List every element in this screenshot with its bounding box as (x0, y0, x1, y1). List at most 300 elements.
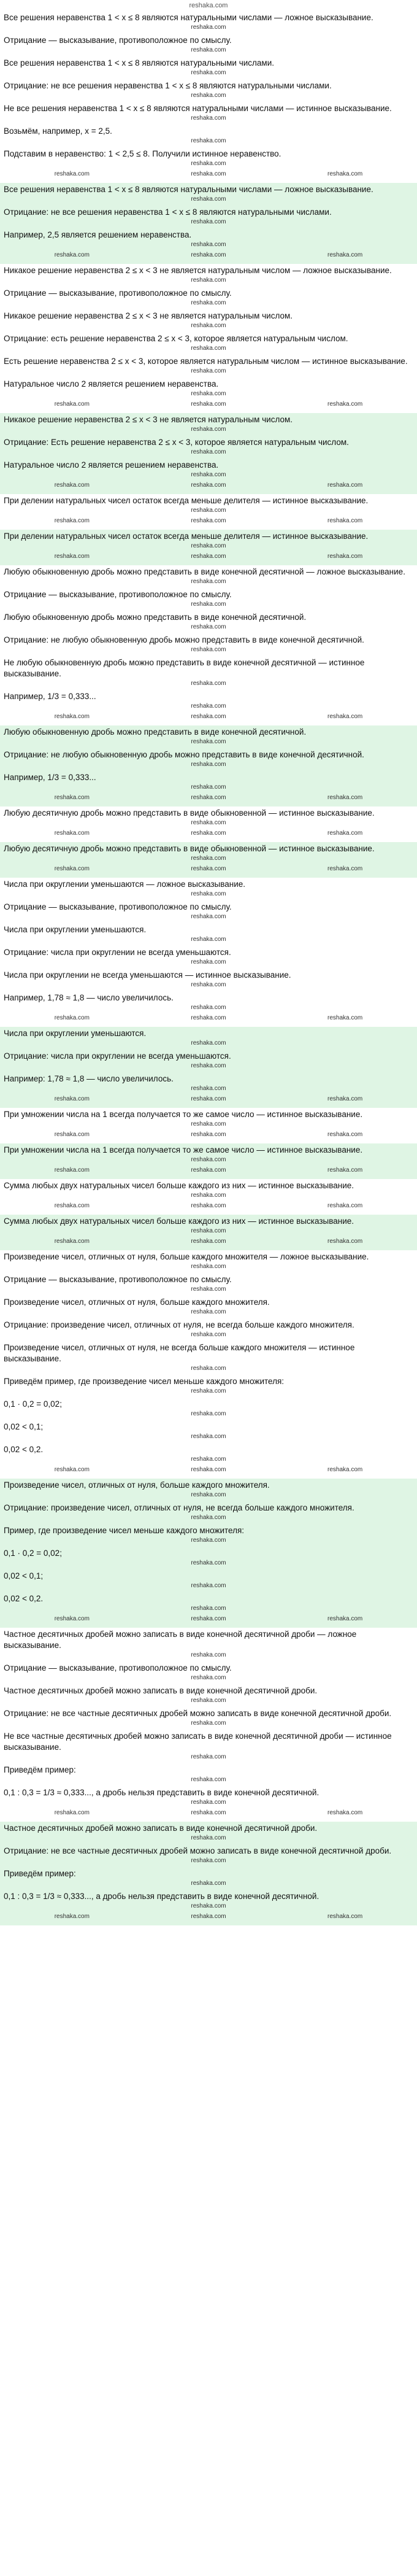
watermark-text: reshaka.com (191, 1652, 226, 1658)
watermark-text: reshaka.com (327, 865, 363, 872)
watermark-text: reshaka.com (191, 713, 226, 720)
watermark-row (4, 794, 413, 802)
text-line (4, 1846, 413, 1865)
text-line (4, 635, 413, 654)
watermark-text: reshaka.com (191, 1857, 226, 1864)
watermark-row (4, 517, 413, 525)
watermark-row (4, 1095, 413, 1103)
watermark-text: reshaka.com (191, 1537, 226, 1544)
watermark-text: reshaka.com (54, 1167, 90, 1174)
watermark-text: reshaka.com (191, 601, 226, 608)
answer-block (0, 725, 417, 806)
text-line (4, 1525, 413, 1544)
watermark-text: reshaka.com (191, 1365, 226, 1372)
line-text: Не все частные десятичных дробей можно записать в виде конечной десятичной дроби — истинное высказывание. (4, 1731, 392, 1752)
line-text: Натуральное число 2 является решением неравенства. (4, 460, 219, 470)
text-line (4, 1708, 413, 1727)
line-text: Все решения неравенства 1 < x ≤ 8 являются натуральными числами. (4, 58, 274, 68)
text-line (4, 567, 413, 586)
text-line (4, 879, 413, 898)
watermark-row (4, 865, 413, 873)
watermark-text: reshaka.com (191, 322, 226, 329)
text-line (4, 531, 413, 550)
text-line (4, 1480, 413, 1499)
watermark-text: reshaka.com (191, 390, 226, 397)
line-text: Отрицание: есть решение неравенства 2 ≤ x < 3, которое является натуральным числом. (4, 334, 348, 343)
text-line (4, 691, 413, 710)
text-line (4, 207, 413, 226)
watermark-text: reshaka.com (191, 680, 226, 687)
watermark-text: reshaka.com (327, 401, 363, 408)
line-text: Частное десятичных дробей можно записать в виде конечной десятичной дроби. (4, 1686, 318, 1695)
answer-block (0, 1822, 417, 1925)
explanation-block (0, 11, 417, 183)
text-line (4, 1765, 413, 1784)
text-line (4, 1251, 413, 1271)
explanation-block (0, 806, 417, 842)
text-line (4, 1593, 413, 1612)
watermark-text: reshaka.com (191, 471, 226, 478)
text-line (4, 1731, 413, 1761)
answer-block (0, 1215, 417, 1250)
text-line (4, 356, 413, 375)
line-text: Произведение чисел, отличных от нуля, больше каждого множителя. (4, 1298, 270, 1307)
line-text: Не все решения неравенства 1 < x ≤ 8 являются натуральными числами — истинное высказывание. (4, 104, 392, 113)
watermark-text: reshaka.com (191, 1131, 226, 1138)
watermark-text: reshaka.com (327, 1913, 363, 1920)
text-line (4, 126, 413, 145)
watermark-text: reshaka.com (191, 1560, 226, 1566)
line-text: Отрицание: числа при округлении не всегда уменьшаются. (4, 948, 231, 957)
watermark-text: reshaka.com (191, 1835, 226, 1841)
watermark-row (4, 400, 413, 408)
line-text: Любую десятичную дробь можно представить в виде обыкновенной — истинное высказывание. (4, 844, 375, 853)
watermark-text: reshaka.com (191, 738, 226, 745)
watermark-text: reshaka.com (327, 1202, 363, 1209)
watermark-text: reshaka.com (191, 1433, 226, 1440)
watermark-text: reshaka.com (191, 1913, 226, 1920)
watermark-text: reshaka.com (54, 1809, 90, 1816)
watermark-text: reshaka.com (54, 252, 90, 258)
line-text: 0,02 < 0,1; (4, 1422, 44, 1431)
watermark-text: reshaka.com (191, 1263, 226, 1270)
watermark-text: reshaka.com (191, 1799, 226, 1806)
line-text: Например, 2,5 является решением неравенства. (4, 230, 192, 239)
line-text: Отрицание: не все решения неравенства 1 < x ≤ 8 являются натуральными числами. (4, 81, 332, 90)
watermark-text: reshaka.com (327, 1238, 363, 1245)
answer-block (0, 1143, 417, 1179)
line-text: 0,1 : 0,3 = 1/3 ≈ 0,333..., а дробь нельзя представить в виде конечной десятичной. (4, 1892, 319, 1901)
line-text: Никакое решение неравенства 2 ≤ x < 3 не является натуральным числом. (4, 311, 293, 320)
text-line (4, 103, 413, 122)
watermark-text: reshaka.com (327, 713, 363, 720)
watermark-text: reshaka.com (191, 449, 226, 455)
line-text: При умножении числа на 1 всегда получается то же самое число — истинное высказывание. (4, 1145, 363, 1155)
watermark-text: reshaka.com (191, 981, 226, 988)
text-line (4, 1787, 413, 1806)
solution-content (0, 11, 417, 1925)
text-line (4, 589, 413, 608)
watermark-text: reshaka.com (54, 1096, 90, 1102)
watermark-text: reshaka.com (191, 24, 226, 31)
watermark-text: reshaka.com (54, 1238, 90, 1245)
watermark-text: reshaka.com (54, 401, 90, 408)
watermark-text: reshaka.com (191, 1121, 226, 1127)
line-text: Отрицание: не все частные десятичных дробей можно записать в виде конечной десятичной дроби. (4, 1709, 392, 1718)
watermark-text: reshaka.com (54, 830, 90, 837)
watermark-row (4, 1913, 413, 1920)
watermark-text: reshaka.com (191, 913, 226, 920)
watermark-text: reshaka.com (191, 865, 226, 872)
watermark-text: reshaka.com (191, 92, 226, 99)
text-line (4, 612, 413, 631)
text-line (4, 1891, 413, 1910)
watermark-text: reshaka.com (191, 1491, 226, 1498)
text-line (4, 1421, 413, 1441)
watermark-text: reshaka.com (191, 47, 226, 53)
watermark-text: reshaka.com (191, 1615, 226, 1622)
text-line (4, 333, 413, 352)
explanation-block (0, 1179, 417, 1215)
line-text: Числа при округлении уменьшаются — ложное высказывание. (4, 880, 245, 889)
line-text: Отрицание: не любую обыкновенную дробь можно представить в виде конечной десятичной. (4, 750, 364, 759)
line-text: Все решения неравенства 1 < x ≤ 8 являются натуральными числами — ложное высказывание. (4, 13, 373, 22)
line-text: Отрицание: не все частные десятичных дробей можно записать в виде конечной десятичной дроби. (4, 1846, 392, 1855)
watermark-text: reshaka.com (327, 1015, 363, 1021)
watermark-text: reshaka.com (191, 277, 226, 284)
line-text: Отрицание: не любую обыкновенную дробь можно представить в виде конечной десятичной. (4, 635, 364, 644)
watermark-text: reshaka.com (191, 1096, 226, 1102)
line-text: Есть решение неравенства 2 ≤ x < 3, которое является натуральным числом — истинное высказывание. (4, 357, 408, 366)
text-line (4, 437, 413, 456)
text-line (4, 749, 413, 768)
line-text: При умножении числа на 1 всегда получается то же самое число — истинное высказывание. (4, 1110, 363, 1119)
text-line (4, 1548, 413, 1567)
watermark-text: reshaka.com (191, 891, 226, 897)
watermark-text: reshaka.com (191, 1605, 226, 1612)
text-line (4, 184, 413, 203)
watermark-row (4, 1466, 413, 1474)
text-line (4, 1376, 413, 1395)
text-line (4, 924, 413, 943)
text-line (4, 1399, 413, 1418)
watermark-text: reshaka.com (327, 1131, 363, 1138)
line-text: 0,02 < 0,2. (4, 1594, 44, 1603)
explanation-block (0, 264, 417, 413)
watermark-text: reshaka.com (191, 1309, 226, 1315)
line-text: При делении натуральных чисел остаток всегда меньше делителя — истинное высказывание. (4, 496, 369, 505)
line-text: Отрицание: числа при округлении не всегда уменьшаются. (4, 1051, 231, 1061)
watermark-text: reshaka.com (327, 1809, 363, 1816)
line-text: 0,02 < 0,2. (4, 1445, 44, 1454)
line-text: Отрицание: произведение чисел, отличных от нуля, не всегда больше каждого множителя. (4, 1503, 354, 1512)
explanation-block (0, 1250, 417, 1479)
line-text: Отрицание: произведение чисел, отличных от нуля, не всегда больше каждого множителя. (4, 1320, 354, 1329)
watermark-text: reshaka.com (191, 1202, 226, 1209)
line-text: Числа при округлении уменьшаются. (4, 1029, 147, 1038)
text-line (4, 1274, 413, 1293)
watermark-text: reshaka.com (191, 1040, 226, 1046)
watermark-text: reshaka.com (191, 300, 226, 306)
watermark-text: reshaka.com (54, 553, 90, 560)
watermark-text: reshaka.com (191, 819, 226, 826)
text-line (4, 902, 413, 921)
watermark-text: reshaka.com (54, 171, 90, 177)
text-line (4, 843, 413, 862)
watermark-text: reshaka.com (327, 1466, 363, 1473)
explanation-block (0, 1108, 417, 1143)
text-line (4, 230, 413, 249)
watermark-text: reshaka.com (191, 1466, 226, 1473)
watermark-text: reshaka.com (191, 1004, 226, 1011)
watermark-row (4, 829, 413, 837)
answer-block (0, 183, 417, 264)
line-text: Любую обыкновенную дробь можно представить в виде конечной десятичной. (4, 613, 307, 622)
watermark-text: reshaka.com (191, 1015, 226, 1021)
text-line (4, 311, 413, 330)
watermark-row (4, 1131, 413, 1139)
line-text: Сумма любых двух натуральных чисел больше каждого из них — истинное высказывание. (4, 1216, 354, 1226)
answer-block (0, 1479, 417, 1628)
text-line (4, 1503, 413, 1522)
text-line (4, 414, 413, 433)
watermark-text: reshaka.com (191, 137, 226, 144)
line-text: Например, 1,78 ≈ 1,8 — число увеличилось. (4, 993, 174, 1002)
watermark-text: reshaka.com (191, 646, 226, 653)
watermark-text: reshaka.com (191, 1410, 226, 1417)
text-line (4, 1180, 413, 1199)
watermark-text: reshaka.com (191, 1388, 226, 1394)
watermark-row (4, 1166, 413, 1174)
text-line (4, 1297, 413, 1316)
watermark-text: reshaka.com (191, 1903, 226, 1909)
watermark-text: reshaka.com (191, 1167, 226, 1174)
line-text: Отрицание — высказывание, противоположное по смыслу. (4, 1663, 232, 1673)
watermark-text: reshaka.com (191, 1286, 226, 1293)
text-line (4, 288, 413, 307)
watermark-row (4, 713, 413, 721)
line-text: Все решения неравенства 1 < x ≤ 8 являются натуральными числами — ложное высказывание. (4, 185, 373, 194)
watermark-text: reshaka.com (54, 1913, 90, 1920)
line-text: Натуральное число 2 является решением неравенства. (4, 379, 219, 389)
watermark-text: reshaka.com (54, 1466, 90, 1473)
line-text: Приведём пример: (4, 1869, 76, 1878)
watermark-text: reshaka.com (191, 1809, 226, 1816)
watermark-text: reshaka.com (54, 1202, 90, 1209)
watermark-text: reshaka.com (191, 578, 226, 585)
watermark-text: reshaka.com (327, 252, 363, 258)
watermark-text: reshaka.com (191, 1582, 226, 1589)
site-watermark: reshaka.com (189, 2, 228, 9)
watermark-text: reshaka.com (191, 171, 226, 177)
text-line (4, 495, 413, 514)
watermark-text: reshaka.com (191, 219, 226, 225)
line-text: Никакое решение неравенства 2 ≤ x < 3 не является натуральным числом. (4, 415, 293, 424)
watermark-text: reshaka.com (191, 936, 226, 943)
text-line (4, 265, 413, 284)
answer-block (0, 842, 417, 878)
watermark-text: reshaka.com (191, 1880, 226, 1887)
line-text: Не любую обыкновенную дробь можно представить в виде конечной десятичной — истинное высказывание. (4, 658, 365, 678)
watermark-text: reshaka.com (191, 959, 226, 965)
answer-block (0, 530, 417, 565)
line-text: Никакое решение неравенства 2 ≤ x < 3 не является натуральным числом — ложное высказывание. (4, 266, 392, 275)
watermark-text: reshaka.com (54, 1131, 90, 1138)
watermark-text: reshaka.com (191, 1514, 226, 1521)
line-text: Произведение чисел, отличных от нуля, не всегда больше каждого множителя — истинное высказывание. (4, 1343, 355, 1363)
text-line (4, 1216, 413, 1235)
text-line (4, 947, 413, 966)
watermark-text: reshaka.com (191, 368, 226, 374)
line-text: Например: 1,78 ≈ 1,8 — число увеличилось. (4, 1074, 174, 1083)
watermark-row (4, 170, 413, 178)
watermark-text: reshaka.com (191, 1720, 226, 1727)
watermark-text: reshaka.com (191, 1062, 226, 1069)
watermark-text: reshaka.com (327, 830, 363, 837)
watermark-text: reshaka.com (191, 761, 226, 768)
watermark-text: reshaka.com (54, 794, 90, 801)
watermark-text: reshaka.com (327, 1096, 363, 1102)
text-line (4, 808, 413, 827)
line-text: Отрицание — высказывание, противоположное по смыслу. (4, 288, 232, 298)
watermark-text: reshaka.com (191, 624, 226, 630)
text-line (4, 657, 413, 687)
text-line (4, 1685, 413, 1704)
watermark-text: reshaka.com (191, 1238, 226, 1245)
watermark-text: reshaka.com (191, 252, 226, 258)
explanation-block (0, 494, 417, 530)
line-text: Частное десятичных дробей можно записать в виде конечной десятичной дроби. (4, 1824, 318, 1833)
watermark-text: reshaka.com (54, 1615, 90, 1622)
watermark-text: reshaka.com (327, 553, 363, 560)
line-text: Отрицание: не все решения неравенства 1 < x ≤ 8 являются натуральными числами. (4, 207, 332, 217)
line-text: Пример, где произведение чисел меньше каждого множителя: (4, 1526, 245, 1535)
text-line (4, 1868, 413, 1887)
line-text: Числа при округлении не всегда уменьшаются — истинное высказывание. (4, 970, 291, 980)
watermark-text: reshaka.com (191, 1456, 226, 1463)
watermark-row (4, 481, 413, 489)
watermark-text: reshaka.com (191, 1331, 226, 1338)
watermark-row (4, 251, 413, 259)
text-line (4, 1444, 413, 1463)
line-text: 0,02 < 0,1; (4, 1571, 44, 1580)
watermark-text: reshaka.com (327, 517, 363, 524)
text-line (4, 1320, 413, 1339)
watermark-text: reshaka.com (191, 1776, 226, 1783)
watermark-text: reshaka.com (54, 1015, 90, 1021)
line-text: При делении натуральных чисел остаток всегда меньше делителя — истинное высказывание. (4, 532, 369, 541)
watermark-text: reshaka.com (191, 482, 226, 489)
watermark-text: reshaka.com (191, 1754, 226, 1760)
watermark-text: reshaka.com (54, 865, 90, 872)
line-text: Любую обыкновенную дробь можно представить в виде конечной десятичной. (4, 727, 307, 737)
line-text: Отрицание — высказывание, противоположное по смыслу. (4, 590, 232, 599)
watermark-text: reshaka.com (191, 830, 226, 837)
watermark-text: reshaka.com (191, 794, 226, 801)
watermark-text: reshaka.com (54, 517, 90, 524)
text-line (4, 1109, 413, 1128)
watermark-row (4, 1237, 413, 1245)
line-text: Например, 1/3 = 0,333... (4, 692, 96, 701)
text-line (4, 460, 413, 479)
line-text: Отрицание — высказывание, противоположное по смыслу. (4, 36, 232, 45)
watermark-text: reshaka.com (191, 1156, 226, 1163)
text-line (4, 1663, 413, 1682)
watermark-text: reshaka.com (191, 196, 226, 203)
line-text: Приведём пример: (4, 1765, 76, 1774)
line-text: Подставим в неравенство: 1 < 2,5 ≤ 8. Получили истинное неравенство. (4, 149, 281, 158)
watermark-text: reshaka.com (191, 553, 226, 560)
watermark-row (4, 1014, 413, 1022)
text-line (4, 1073, 413, 1093)
line-text: Отрицание — высказывание, противоположное по смыслу. (4, 902, 232, 911)
watermark-text: reshaka.com (191, 1192, 226, 1199)
watermark-text: reshaka.com (191, 543, 226, 549)
text-line (4, 80, 413, 99)
answer-block (0, 413, 417, 494)
text-line (4, 1051, 413, 1070)
watermark-text: reshaka.com (54, 713, 90, 720)
watermark-text: reshaka.com (191, 1085, 226, 1092)
text-line (4, 1571, 413, 1590)
watermark-row (4, 1202, 413, 1210)
watermark-row (4, 552, 413, 560)
watermark-text: reshaka.com (191, 115, 226, 122)
explanation-block (0, 878, 417, 1027)
text-line (4, 58, 413, 77)
watermark-text: reshaka.com (191, 1674, 226, 1681)
watermark-text: reshaka.com (191, 784, 226, 791)
watermark-text: reshaka.com (191, 426, 226, 433)
watermark-text: reshaka.com (191, 517, 226, 524)
text-line (4, 35, 413, 54)
line-text: Приведём пример, где произведение чисел меньше каждого множителя: (4, 1377, 285, 1386)
watermark-text: reshaka.com (191, 345, 226, 352)
watermark-text: reshaka.com (191, 507, 226, 514)
line-text: Произведение чисел, отличных от нуля, больше каждого множителя — ложное высказывание. (4, 1252, 369, 1261)
watermark-text: reshaka.com (191, 160, 226, 167)
line-text: Любую обыкновенную дробь можно представить в виде конечной десятичной — ложное высказывание. (4, 567, 405, 576)
watermark-text: reshaka.com (327, 171, 363, 177)
text-line (4, 727, 413, 746)
text-line (4, 12, 413, 31)
watermark-text: reshaka.com (191, 69, 226, 76)
watermark-text: reshaka.com (327, 482, 363, 489)
line-text: Отрицание — высказывание, противоположное по смыслу. (4, 1275, 232, 1284)
line-text: 0,1 · 0,2 = 0,02; (4, 1399, 62, 1409)
line-text: Любую десятичную дробь можно представить в виде обыкновенной — истинное высказывание. (4, 808, 375, 818)
line-text: Например, 1/3 = 0,333... (4, 773, 96, 782)
text-line (4, 1028, 413, 1047)
text-line (4, 970, 413, 989)
watermark-text: reshaka.com (191, 703, 226, 710)
line-text: Частное десятичных дробей можно записать в виде конечной десятичной дроби — ложное высказывание. (4, 1630, 357, 1650)
text-line (4, 1823, 413, 1842)
text-line (4, 379, 413, 398)
watermark-text: reshaka.com (191, 241, 226, 248)
explanation-block (0, 1628, 417, 1822)
text-line (4, 772, 413, 791)
watermark-text: reshaka.com (191, 401, 226, 408)
line-text: 0,1 · 0,2 = 0,02; (4, 1549, 62, 1558)
watermark-text: reshaka.com (191, 1697, 226, 1704)
text-line (4, 992, 413, 1011)
text-line (4, 1629, 413, 1659)
text-line (4, 1342, 413, 1372)
explanation-block (0, 565, 417, 725)
watermark-text: reshaka.com (191, 855, 226, 862)
line-text: Возьмём, например, x = 2,5. (4, 126, 112, 136)
